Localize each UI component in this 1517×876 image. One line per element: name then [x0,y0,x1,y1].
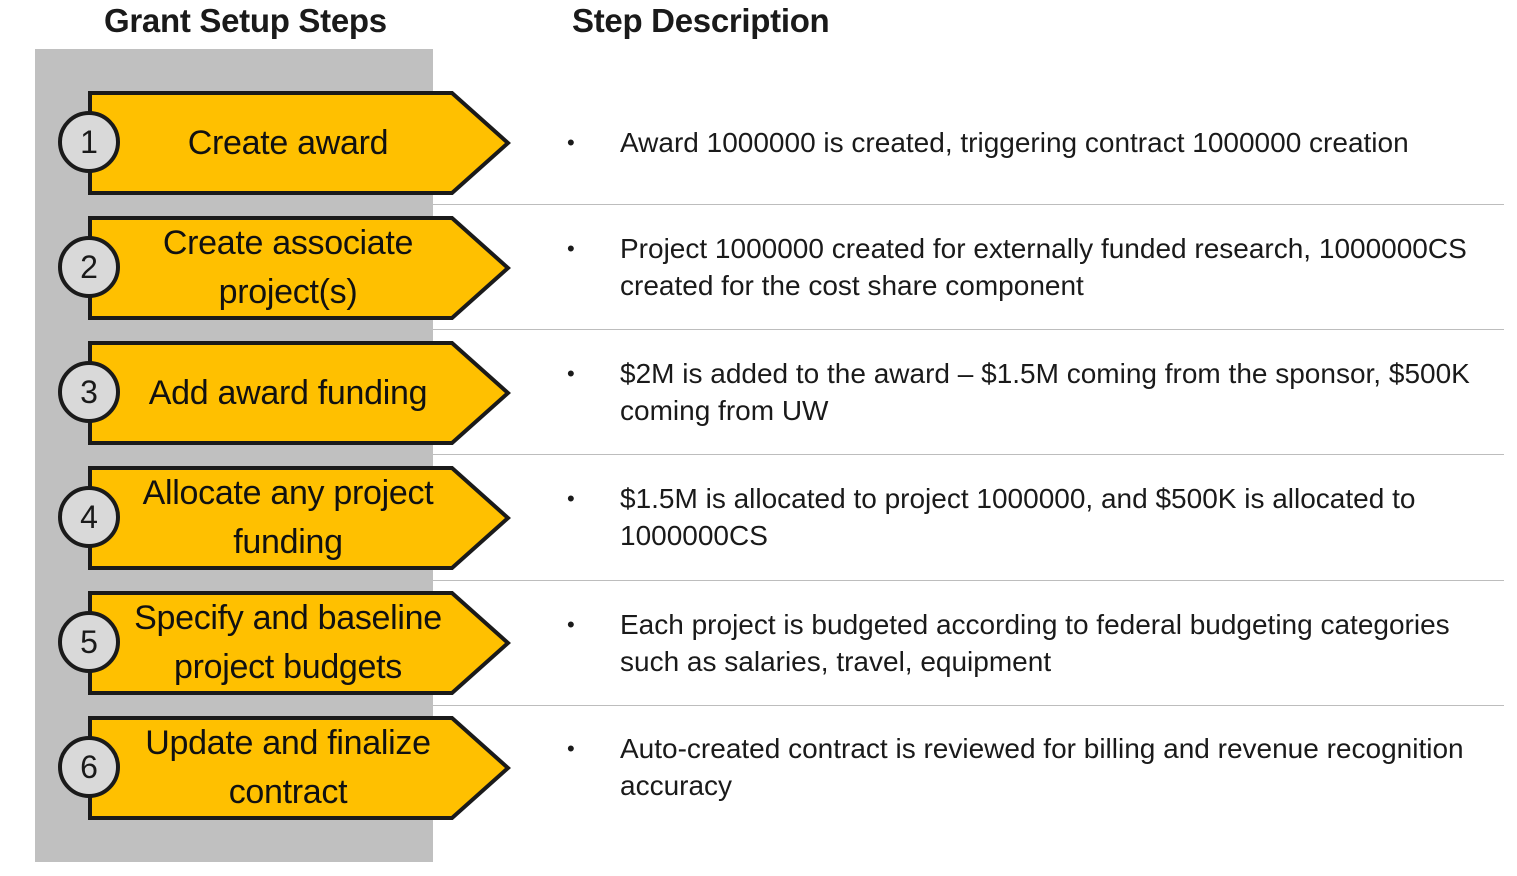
bullet-marker: • [567,736,575,761]
bullet-marker: • [567,236,575,261]
step-description-header: Step Description [572,2,830,39]
step-6-number-badge: 6 [58,736,120,798]
step-3 [56,341,516,447]
bullet-marker: • [567,486,575,511]
step-3-label: Add award funding [148,373,428,412]
step-5 [56,591,516,697]
row-divider [433,329,1504,330]
step-5-number-badge: 5 [58,611,120,673]
bullet-marker: • [567,612,575,637]
row-divider [433,705,1504,706]
step-4 [56,466,516,572]
step-5-description-text: Each project is budgeted according to federal budgeting categories such as salaries, travel, equipment [620,609,1450,677]
step-4-description-text: $1.5M is allocated to project 1000000, and $500K is allocated to 1000000CS [620,483,1416,551]
step-5-label: Specify and baseline project budgets [134,599,442,686]
row-divider [433,204,1504,205]
step-1-description-text: Award 1000000 is created, triggering contract 1000000 creation [620,127,1409,158]
row-divider [433,580,1504,581]
step-4-number-badge: 4 [58,486,120,548]
step-2 [56,216,516,322]
step-6-description-text: Auto-created contract is reviewed for billing and revenue recognition accuracy [620,733,1464,801]
row-divider [433,454,1504,455]
step-2-number-badge: 2 [58,236,120,298]
step-3-number-badge: 3 [58,361,120,423]
step-4-label: Allocate any project funding [142,474,434,561]
step-2-description-text: Project 1000000 created for externally funded research, 1000000CS created for the cost share component [620,233,1467,301]
step-1 [56,91,516,197]
step-3-description-text: $2M is added to the award – $1.5M coming from the sponsor, $500K coming from UW [620,358,1470,426]
grant-setup-steps-header: Grant Setup Steps [104,2,387,39]
step-6 [56,716,516,822]
bullet-marker: • [567,361,575,386]
step-1-number-badge: 1 [58,111,120,173]
bullet-marker: • [567,130,575,155]
step-6-label: Update and finalize contract [145,724,431,811]
step-1-label: Create award [187,123,389,162]
step-2-label: Create associate project(s) [162,224,414,311]
